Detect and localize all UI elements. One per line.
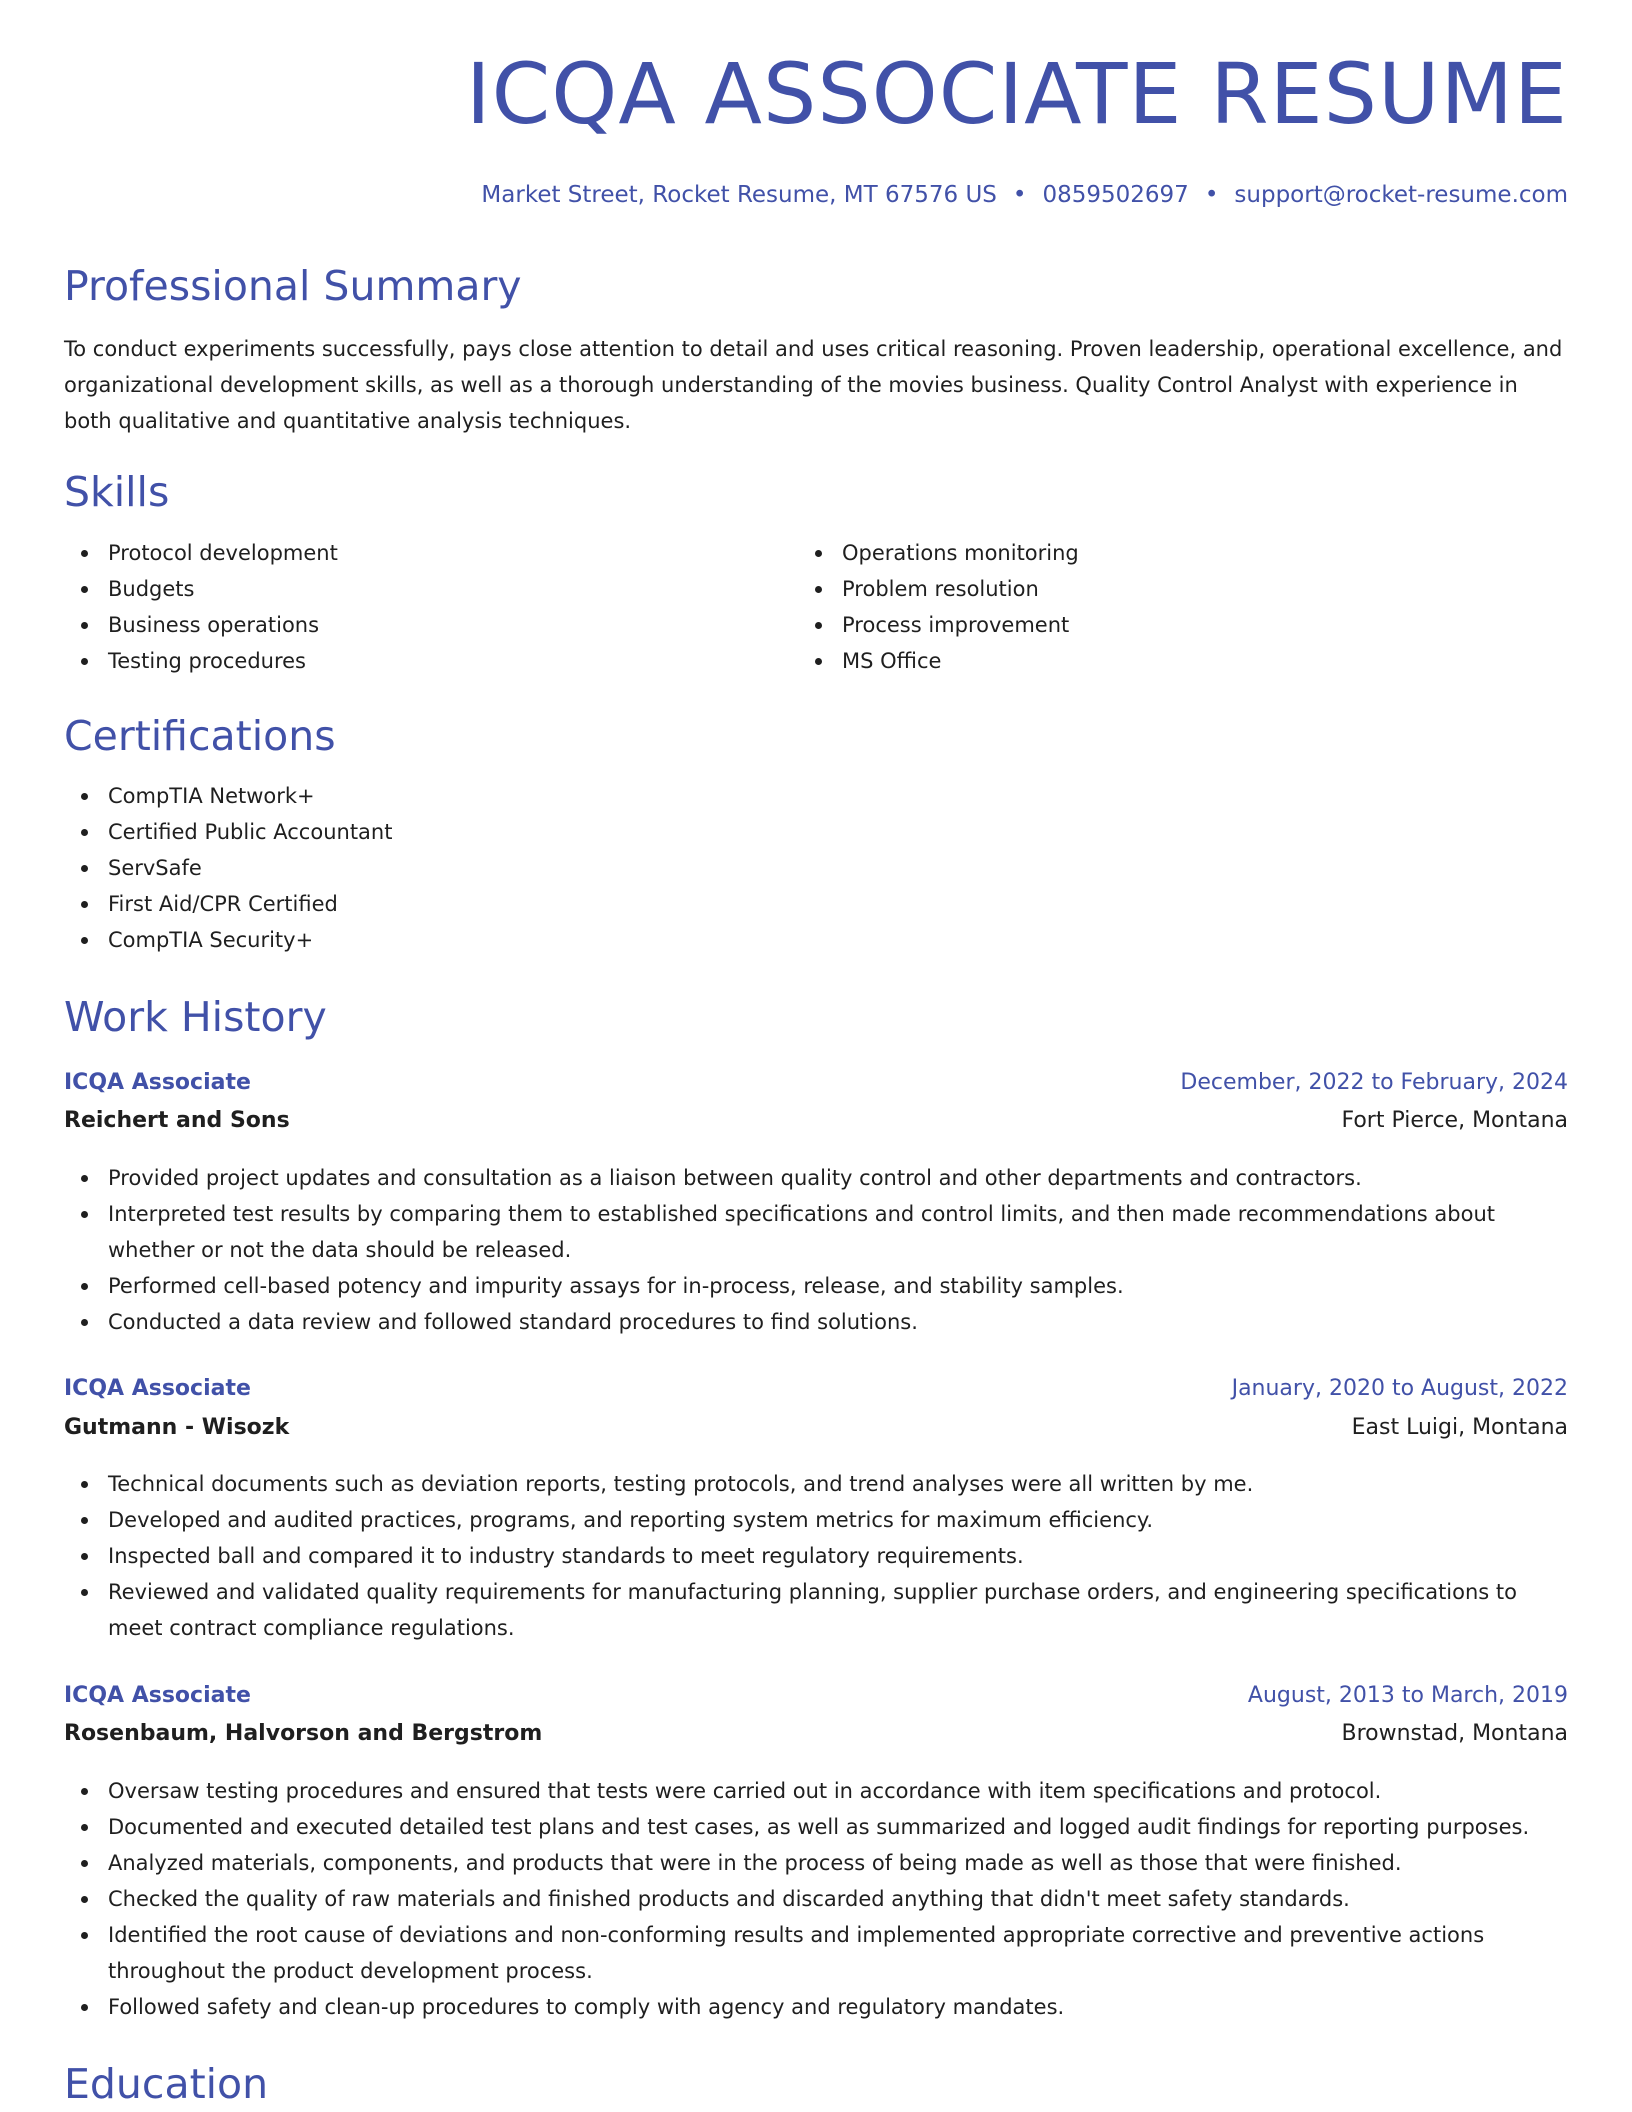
contact-separator: • [1012, 182, 1027, 208]
list-item: Identified the root cause of deviations and non-conforming results and implemented appropriate corrective and preventive actions throughout the product development process. [64, 1917, 1568, 1989]
list-item: Testing procedures [64, 643, 764, 679]
skills-list-right [798, 535, 1498, 679]
job-header [64, 1376, 1568, 1410]
list-item: Interpreted test results by comparing them to established specifications and control limits, and then made recommendations about whether or not the data should be released. [64, 1196, 1568, 1268]
list-item: Problem resolution [798, 571, 1498, 607]
job-title: ICQA Associate [64, 1683, 251, 1708]
job-header [64, 1070, 1568, 1104]
phone: 0859502697 [1042, 182, 1189, 208]
job-title: ICQA Associate [64, 1376, 251, 1401]
skills-heading: Skills [64, 468, 170, 516]
certifications-list [64, 778, 1568, 958]
company-name: Gutmann - Wisozk [64, 1415, 290, 1440]
job-employer-row [64, 1108, 1568, 1142]
list-item: Followed safety and clean-up procedures to comply with agency and regulatory mandates. [64, 1989, 1568, 2025]
list-item: Analyzed materials, components, and products that were in the process of being made as well as those that were finished. [64, 1845, 1568, 1881]
job-employer-row [64, 1415, 1568, 1449]
list-item: Performed cell-based potency and impurity assays for in-process, release, and stability samples. [64, 1268, 1568, 1304]
address: Market Street, Rocket Resume, MT 67576 US [481, 182, 997, 208]
job-header [64, 1683, 1568, 1717]
job-dates: January, 2020 to August, 2022 [1231, 1376, 1568, 1401]
list-item: Conducted a data review and followed standard procedures to find solutions. [64, 1304, 1568, 1340]
job-dates: December, 2022 to February, 2024 [1180, 1070, 1568, 1095]
skills-list-left [64, 535, 764, 679]
list-item: Business operations [64, 607, 764, 643]
summary-heading: Professional Summary [64, 262, 522, 310]
email: support@rocket-resume.com [1234, 182, 1568, 208]
list-item: CompTIA Security+ [64, 922, 1568, 958]
job-location: Brownstad, Montana [1341, 1721, 1568, 1746]
job-duties-list [64, 1773, 1568, 2025]
list-item: Inspected ball and compared it to industry standards to meet regulatory requirements. [64, 1538, 1568, 1574]
contact-line [481, 182, 1568, 208]
summary-text: To conduct experiments successfully, pays close attention to detail and uses critical reasoning. Proven leadership, operational excellence, and organizational development skills, as well as a thorough understanding of the movies business. Quality Control Analyst with experience in both qualitative and quantitative analysis techniques. [64, 337, 1563, 433]
list-item: Operations monitoring [798, 535, 1498, 571]
list-item: CompTIA Network+ [64, 778, 1568, 814]
job-duties-list [64, 1466, 1568, 1646]
list-item: Checked the quality of raw materials and finished products and discarded anything that didn't meet safety standards. [64, 1881, 1568, 1917]
list-item: Budgets [64, 571, 764, 607]
job-location: East Luigi, Montana [1351, 1415, 1568, 1440]
list-item: Oversaw testing procedures and ensured that tests were carried out in accordance with item specifications and protocol. [64, 1773, 1568, 1809]
certifications-heading: Certifications [64, 712, 336, 760]
list-item: Protocol development [64, 535, 764, 571]
list-item: ServSafe [64, 850, 1568, 886]
list-item: Certified Public Accountant [64, 814, 1568, 850]
job-duties-list [64, 1160, 1568, 1340]
list-item: Developed and audited practices, programs, and reporting system metrics for maximum efficiency. [64, 1502, 1568, 1538]
list-item: Documented and executed detailed test plans and test cases, as well as summarized and logged audit findings for reporting purposes. [64, 1809, 1568, 1845]
list-item: Reviewed and validated quality requirements for manufacturing planning, supplier purchase orders, and engineering specifications to meet contract compliance regulations. [64, 1574, 1568, 1646]
list-item: First Aid/CPR Certified [64, 886, 1568, 922]
resume-page [64, 0, 1568, 2112]
list-item: MS Office [798, 643, 1498, 679]
job-employer-row [64, 1721, 1568, 1755]
contact-separator: • [1204, 182, 1219, 208]
job-title: ICQA Associate [64, 1070, 251, 1095]
work-history-heading: Work History [64, 993, 327, 1041]
company-name: Rosenbaum, Halvorson and Bergstrom [64, 1721, 543, 1746]
job-location: Fort Pierce, Montana [1341, 1108, 1568, 1133]
job-dates: August, 2013 to March, 2019 [1247, 1683, 1568, 1708]
list-item: Process improvement [798, 607, 1498, 643]
resume-title: ICQA ASSOCIATE RESUME [465, 45, 1568, 143]
list-item: Technical documents such as deviation reports, testing protocols, and trend analyses were all written by me. [64, 1466, 1568, 1502]
list-item: Provided project updates and consultation as a liaison between quality control and other departments and contractors. [64, 1160, 1568, 1196]
company-name: Reichert and Sons [64, 1108, 290, 1133]
education-heading: Education [64, 2060, 269, 2108]
